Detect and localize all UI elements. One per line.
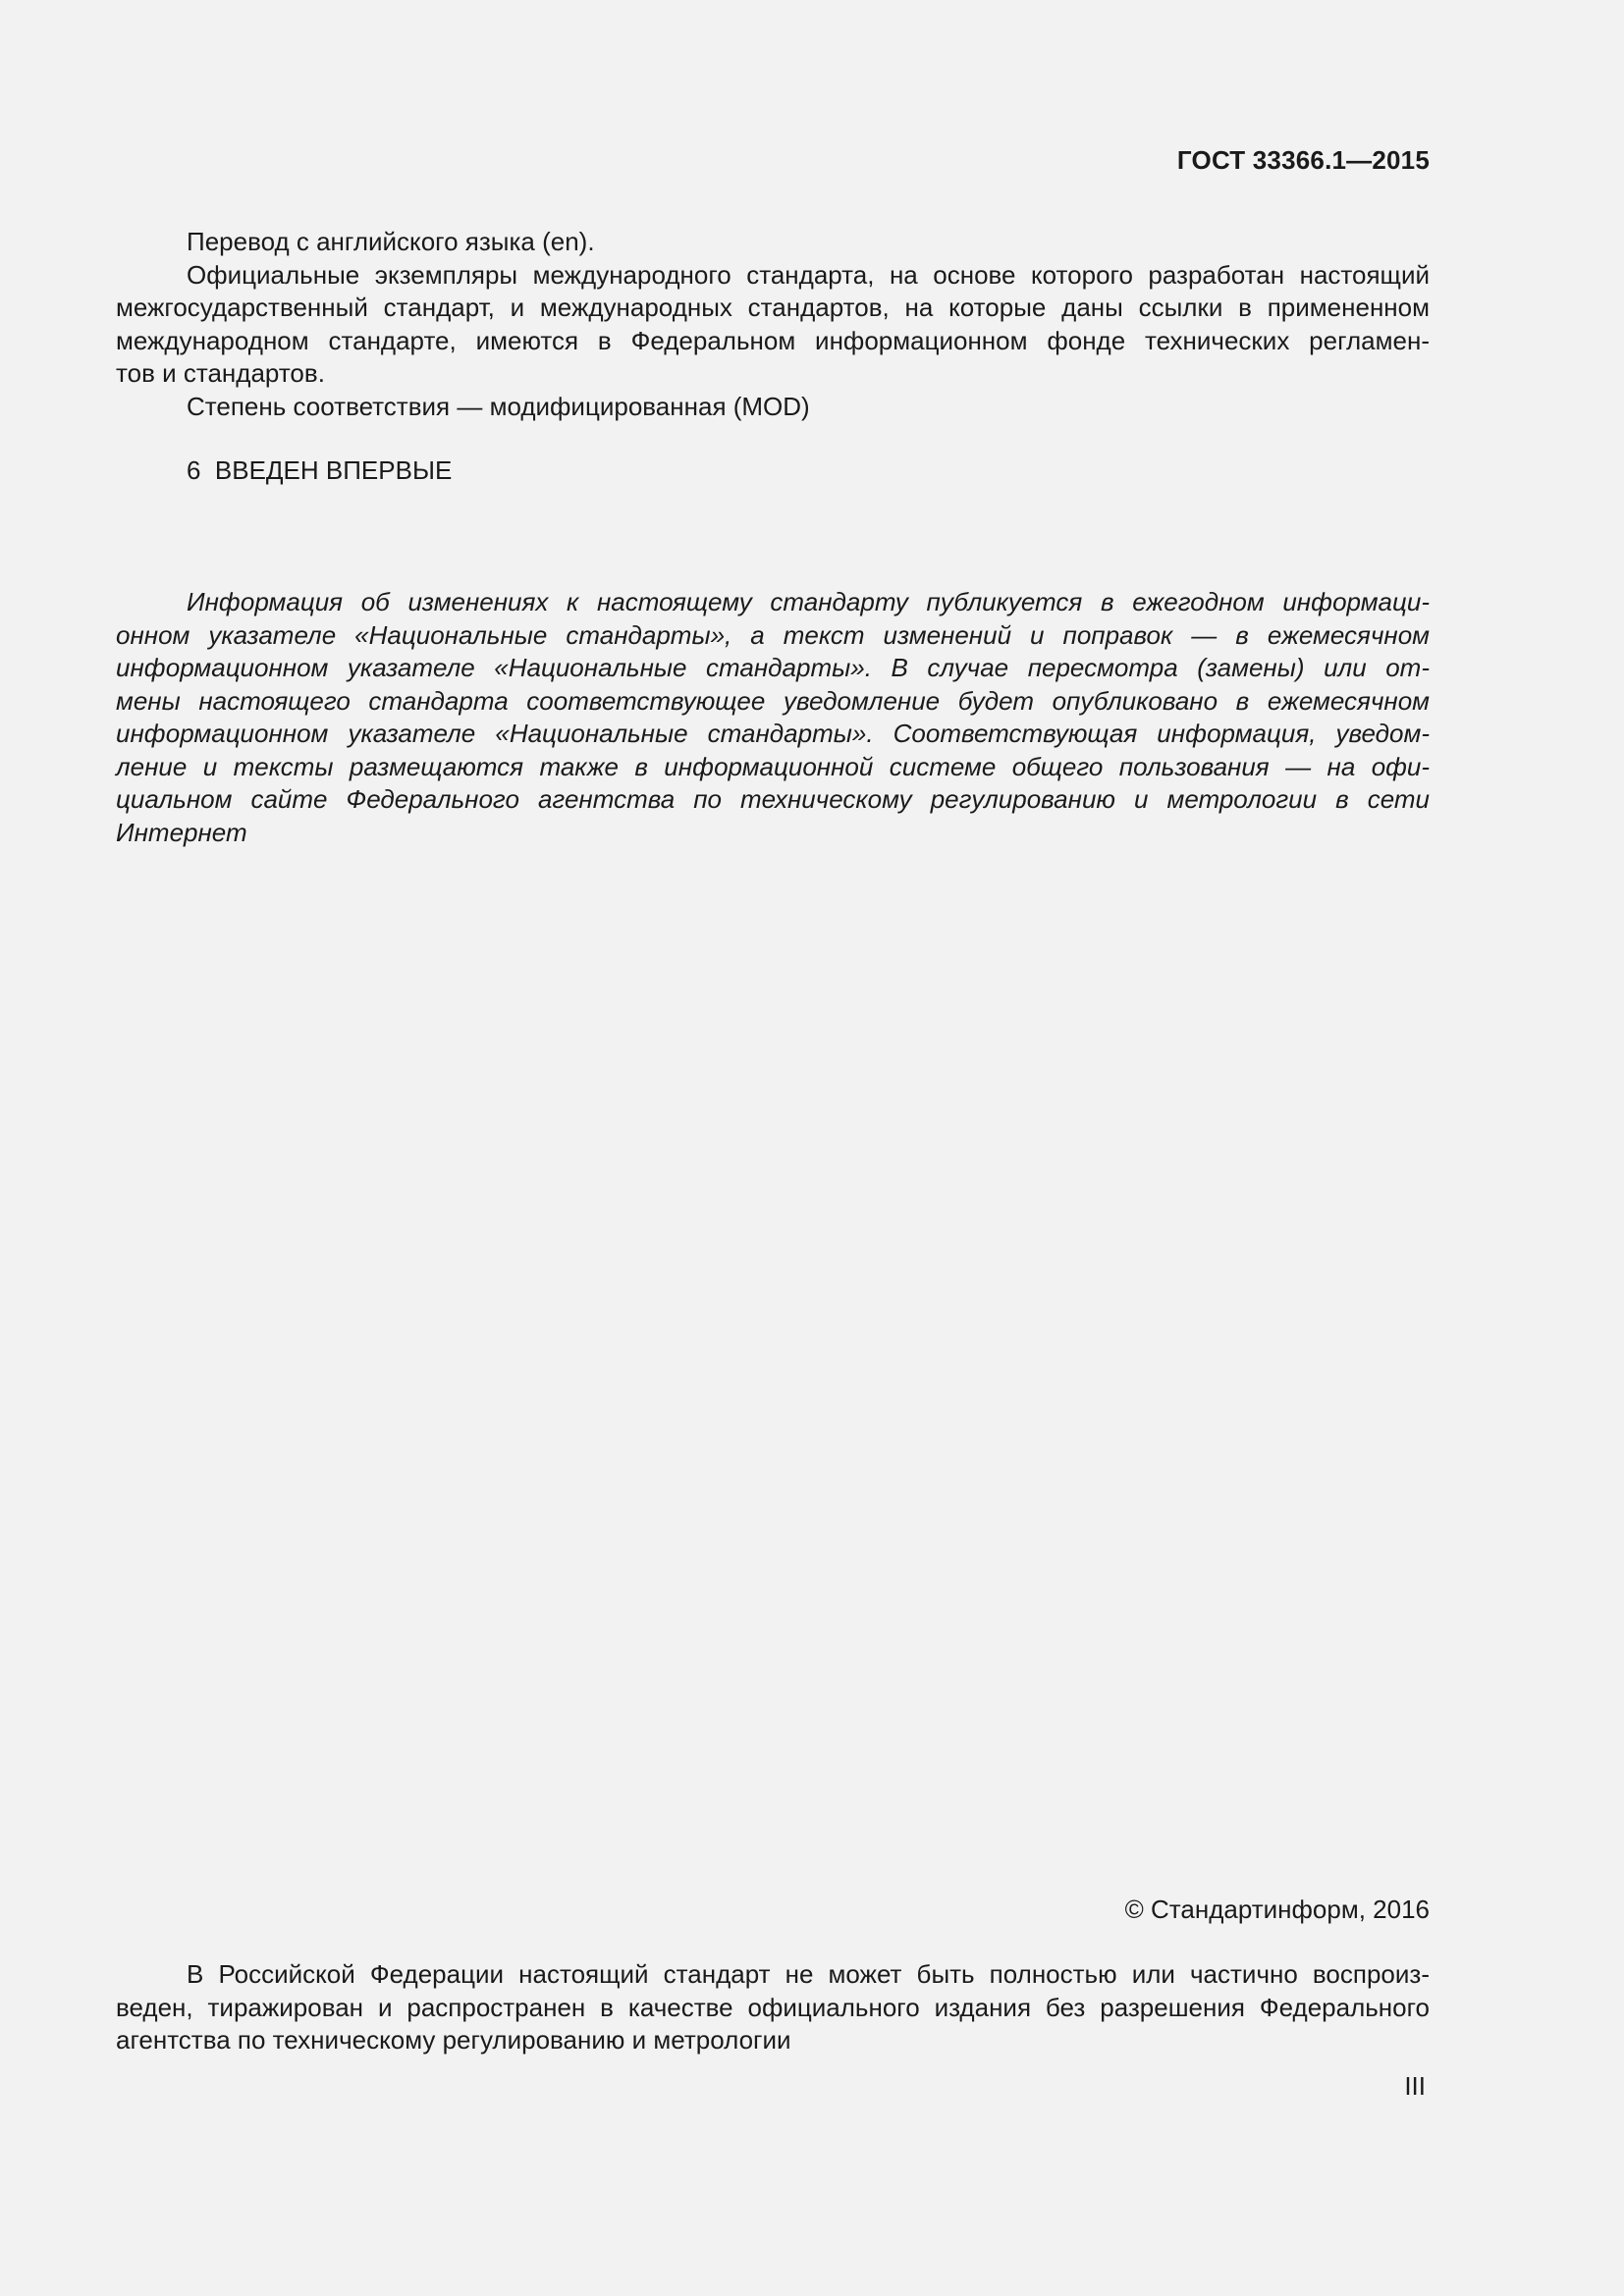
notice-line: информационном указателе «Национальные стандарты». Соответствующая информация, уведом- (116, 719, 1430, 748)
intro-section (116, 226, 1430, 423)
paragraph-line: межгосударственный стандарт, и международных стандартов, на которые даны ссылки в примененном (116, 293, 1430, 322)
translation-note: Перевод с английского языка (en). (187, 227, 595, 256)
notice-line: Интернет (116, 817, 247, 847)
notice-line: онном указателе «Национальные стандарты», а текст изменений и поправок — в ежемесячном (116, 619, 1430, 650)
reproduction-restriction (116, 1958, 1430, 2057)
restriction-line: В Российской Федерации настоящий стандарт не может быть полностью или частично воспроиз- (187, 1959, 1430, 1989)
document-code: ГОСТ 33366.1—2015 (1176, 145, 1430, 175)
copyright-notice: © Стандартинформ, 2016 (1124, 1895, 1430, 1924)
item-6-section (116, 454, 1430, 488)
notice-line: мены настоящего стандарта соответствующее уведомление будет опубликовано в ежемесячном (116, 685, 1430, 716)
notice-line: Информация об изменениях к настоящему стандарту публикуется в ежегодном информаци- (187, 587, 1430, 616)
changes-notice (116, 586, 1430, 849)
paragraph-line: международном стандарте, имеются в Федеральном информационном фонде технических регламен- (116, 325, 1430, 355)
restriction-line: агентства по техническому регулированию и метрологии (116, 2025, 791, 2055)
restriction-line: веден, тиражирован и распространен в качестве официального издания без разрешения Федерального (116, 1992, 1430, 2022)
official-copies-paragraph (116, 259, 1430, 391)
page-number: III (1404, 2071, 1426, 2101)
conformity-degree: Степень соответствия — модифицированная (MOD) (187, 391, 810, 421)
notice-line: циальном сайте Федерального агентства по техническому регулированию и метрологии в сети (116, 784, 1430, 814)
paragraph-line: тов и стандартов. (116, 358, 325, 388)
item-6-text: 6 ВВЕДЕН ВПЕРВЫЕ (187, 455, 453, 485)
notice-line: ление и тексты размещаются также в информационной системе общего пользования — на офи- (116, 751, 1430, 781)
notice-line: информационном указателе «Национальные стандарты». В случае пересмотра (замены) или от- (116, 653, 1430, 682)
paragraph-line: Официальные экземпляры международного стандарта, на основе которого разработан настоящий (187, 259, 1430, 290)
